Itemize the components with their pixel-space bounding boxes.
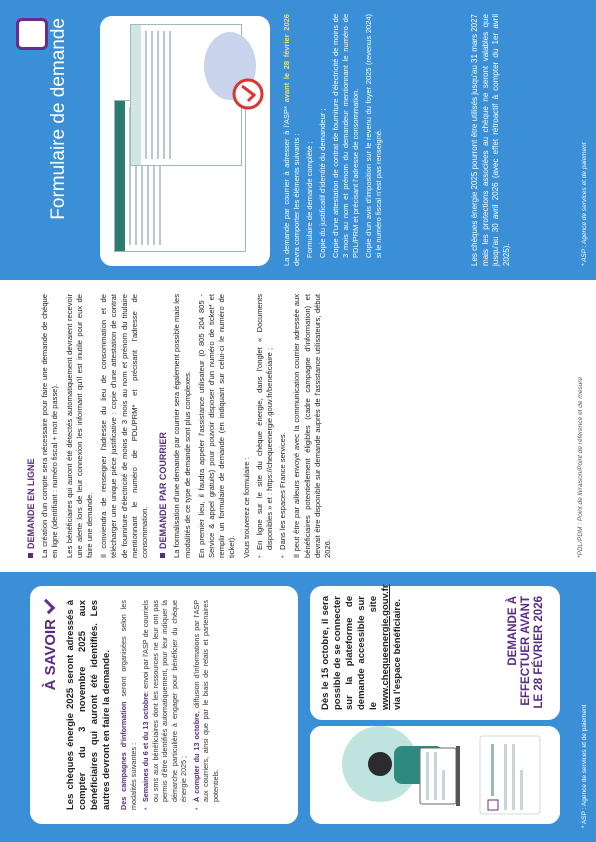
bullet-2-head: À compter du 13 octobre [191, 713, 201, 802]
online-p3: Il conviendra de renseigner l'adresse du lieu de consommation et de télécharger une unique pièce justificative : copie d'une attestation de contrat de fourniture d'électricité de moins de 3 mois au nom et prénom du titulaire mentionnant le numéro de PDL/PRM* et précisant l'adresse de consommation. [99, 294, 150, 558]
hand-check-illustration [190, 20, 266, 116]
savoir-panel [0, 572, 596, 842]
date-text-1: Dès le 15 octobre, il sera possible de se connecter sur la plateforme de demande accessible sur le site [320, 596, 379, 710]
mail-p3: Vous trouverez ce formulaire : [241, 457, 251, 558]
campaign-bullet-2 [192, 600, 221, 810]
mail-request-title-text: DEMANDE PAR COURRIER [158, 432, 169, 549]
check-icon [40, 599, 56, 615]
formulaire-panel [0, 0, 596, 280]
site-link[interactable]: www.chequeenergie.gouv.fr [380, 584, 391, 710]
online-p1: La création d'un compte sera nécessaire pour faire une demande de chèque en ligne (identifiant : numéro fiscal + mot de passe). [40, 294, 60, 558]
campaigns-title: Des campagnes d'information [119, 701, 128, 810]
form-badge-icon [16, 18, 48, 50]
mail-request-title [158, 294, 168, 558]
middle-footnote: *PDL/PDM : Point de livraison/Point de référence et de mesure [577, 376, 584, 558]
form-image-card [100, 16, 270, 266]
usage-paragraph [470, 14, 512, 266]
usage-date-2: 30 avril 2026 [491, 182, 500, 233]
campaigns-text: seront organisées selon les modalités suivantes : [119, 599, 138, 810]
formulaire-text [282, 14, 384, 266]
mail-p1: La formalisation d'une demande par courrier sera également possible mais les modalités de ce type de demande sont plus complexes. [172, 294, 192, 558]
mail-p4: Il peut être par ailleurs envoyé avec la communication courrier adressée aux bénéficiaires potentiellement éligibles (cadre campagne d'information) et devrait être disponible sur demande auprès de l'assistance utilisateurs, début 2026. [292, 294, 333, 558]
date-card [310, 586, 560, 720]
formulaire-title: Formulaire de demande [48, 18, 69, 220]
mail-bullet-2: • Dans les espaces France services. [278, 294, 288, 558]
formulaire-intro [282, 14, 302, 266]
form-bullet-2: • Copie du justificatif d'identité du demandeur ; [318, 14, 328, 266]
savoir-title-text: À SAVOIR [42, 619, 59, 691]
campaigns-paragraph [119, 600, 138, 810]
bullet-1-text: : envoi par l'ASP de courriels ou sms aux bénéficiaires dont les ressources ne leur ont pas permis d'être identifiés automatiquement, pour leur indiquer la démarche particulière à engager pour bénéficier du chèque énergie 2025 ; [141, 600, 188, 802]
bullet-2-text: , diffusion d'informations par l'ASP aux courriers, ainsi que par le biais de relais et partenaires potentiels. [191, 600, 220, 802]
formulaire-footnote: * ASP : Agence de services et de paiement [581, 142, 588, 266]
usage-e: (avec effet rétroactif à compter du 1er avril 2025). [491, 14, 511, 266]
form-bullet-4: • Copie d'un avis d'imposition sur le revenu du foyer 2025 (revenus 2024) si le numéro fiscal n'est pas renseigné. [364, 14, 384, 266]
usage-c: mais les protections associées au chèque ne seront valables que jusqu'au [480, 14, 500, 266]
form-p1-deadline: avant le 28 février 2026 [282, 14, 291, 103]
campaign-bullet-1 [141, 600, 189, 810]
online-p2: Les bénéficiaires qui auront été détectés automatiquement devraient recevoir une alerte lors de leur connexion les informant qu'il est inutile pour eux de faire une demande. [64, 294, 95, 558]
mail-bullet-1: • En ligne sur le site du chèque énergie, dans l'onglet « Documents disponibles » et : https://chequeenergie.gouv.fr/beneficiaire ; [255, 294, 275, 558]
form-p1-c: devra comporter les éléments suivants : [292, 133, 301, 266]
deadline-callout: DEMANDE À EFFECTUER AVANT LE 28 FÉVRIER 2026 [507, 596, 545, 709]
savoir-title [42, 600, 59, 810]
usage-a: Les chèques énergie 2025 pourront être utilisés jusqu'au [470, 62, 479, 266]
online-request-title-text: DEMANDE EN LIGNE [26, 458, 36, 549]
form-bullet-3: • Copie d'une attestation de contrat de fourniture d'électricité de moins de 3 mois au nom et prénom du demandeur mentionnant le numéro de PDL/PRM et précisant l'adresse de consommation. [331, 14, 361, 266]
online-request-title [26, 294, 36, 558]
person-laptop-illustration [310, 726, 560, 824]
demande-panel [0, 280, 596, 572]
bullet-1-head: Semaines du 6 et du 13 octobre [141, 692, 150, 802]
mail-p2: En premier lieu, il faudra appeler l'assistance utilisateur (0 805 204 805 - Service & appel gratuits) pour pouvoir disposer d'un numéro de ticket* et remplir un formulaire de demande (en indiquant sur celui-ci le numéro de ticket). [196, 294, 237, 558]
usage-date-1: 31 mars 2027 [470, 14, 479, 63]
savoir-card [30, 586, 298, 824]
form-bullet-1: • Formulaire de demande complété ; [305, 14, 315, 266]
savoir-footnote: * ASP : Agence de services et de paiement [581, 704, 588, 828]
illustration-card [310, 726, 560, 824]
form-p1-a: La demande par courrier à adresser à l'ASP* [282, 102, 291, 266]
date-paragraph [320, 584, 404, 710]
savoir-intro: Les chèques énergie 2025 seront adressés à compter du 3 novembre 2025 aux bénéficiaires qui auront été identifiés. Les autres devront en faire la demande. [65, 600, 112, 810]
square-bullet-icon [160, 553, 165, 558]
demande-content [26, 294, 333, 558]
date-text-2: via l'espace bénéficiaire. [392, 598, 403, 710]
square-bullet-icon [28, 553, 33, 558]
